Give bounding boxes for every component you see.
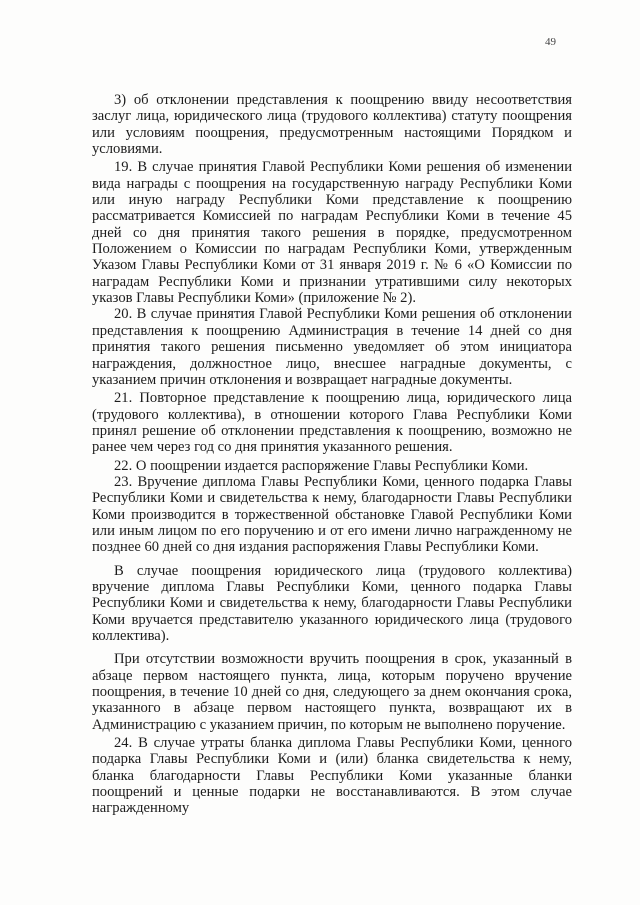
paragraph-23-return: При отсутствии возможности вручить поощрения в срок, указанный в абзаце первом настоящего пункта, лица, которым поручено вручение поощрения, в течение 10 дней со дня, следующего за днем окончания срока, указанного в абзаце первом настоящего пункта, возвращают их в Администрацию с указанием причин, по которым не выполнено поручение. <box>92 651 572 733</box>
paragraph-23: 23. Вручение диплома Главы Республики Коми, ценного подарка Главы Республики Коми и свидетельства к нему, благодарности Главы Республики Коми производится в торжественной обстановке Главой Республики Коми или иным лицом по его поручению и от его имени лично награжденному не позднее 60 дней со дня издания распоряжения Главы Республики Коми. <box>92 473 572 556</box>
paragraph-24: 24. В случае утраты бланка диплома Главы Республики Коми, ценного подарка Главы Республики Коми и (или) бланка свидетельства к нему, бланка благодарности Главы Республики Коми указанные бланки поощрений и ценные подарки не восстанавливаются. В этом случае награжденному <box>92 735 572 817</box>
paragraph-20: 20. В случае принятия Главой Республики Коми решения об отклонении представления к поощрению Администрация в течение 14 дней со дня принятия такого решения письменно уведомляет об этом инициатора награждения, должностное лицо, внесшее наградные документы, с указанием причин отклонения и возвращает наградные документы. <box>92 306 572 388</box>
paragraph-22: 22. О поощрении издается распоряжение Главы Республики Коми. <box>114 457 529 474</box>
document-body <box>92 92 572 817</box>
paragraph-item-3: 3) об отклонении представления к поощрению ввиду несоответствия заслуг лица, юридического лица (трудового коллектива) статуту поощрения или условиям поощрения, предусмотренным настоящими Порядком и условиями. <box>92 92 572 158</box>
paragraph-23-collective: В случае поощрения юридического лица (трудового коллектива) вручение диплома Главы Республики Коми, ценного подарка Главы Республики Коми и свидетельства к нему, благодарности Главы Республики Коми вручается представителю указанного юридического лица (трудового коллектива). <box>92 562 572 644</box>
paragraph-19: 19. В случае принятия Главой Республики Коми решения об изменении вида награды с поощрения на государственную награду Республики Коми или иную награду Республики Коми представление к поощрению рассматривается Комиссией по наградам Республики Коми в течение 45 дней со дня принятия такого решения в порядке, предусмотренном Положением о Комиссии по наградам Республики Коми, утвержденным Указом Главы Республики Коми от 31 января 2019 г. № 6 «О Комиссии по наградам Республики Коми и признании утратившими силу некоторых указов Главы Республики Коми» (приложение № 2). <box>92 159 572 307</box>
page-number: 49 <box>545 36 556 48</box>
paragraph-21: 21. Повторное представление к поощрению лица, юридического лица (трудового коллектива), в отношении которого Глава Республики Коми принял решение об отклонении представления к поощрению, возможно не ранее чем через год со дня принятия указанного решения. <box>92 390 572 456</box>
